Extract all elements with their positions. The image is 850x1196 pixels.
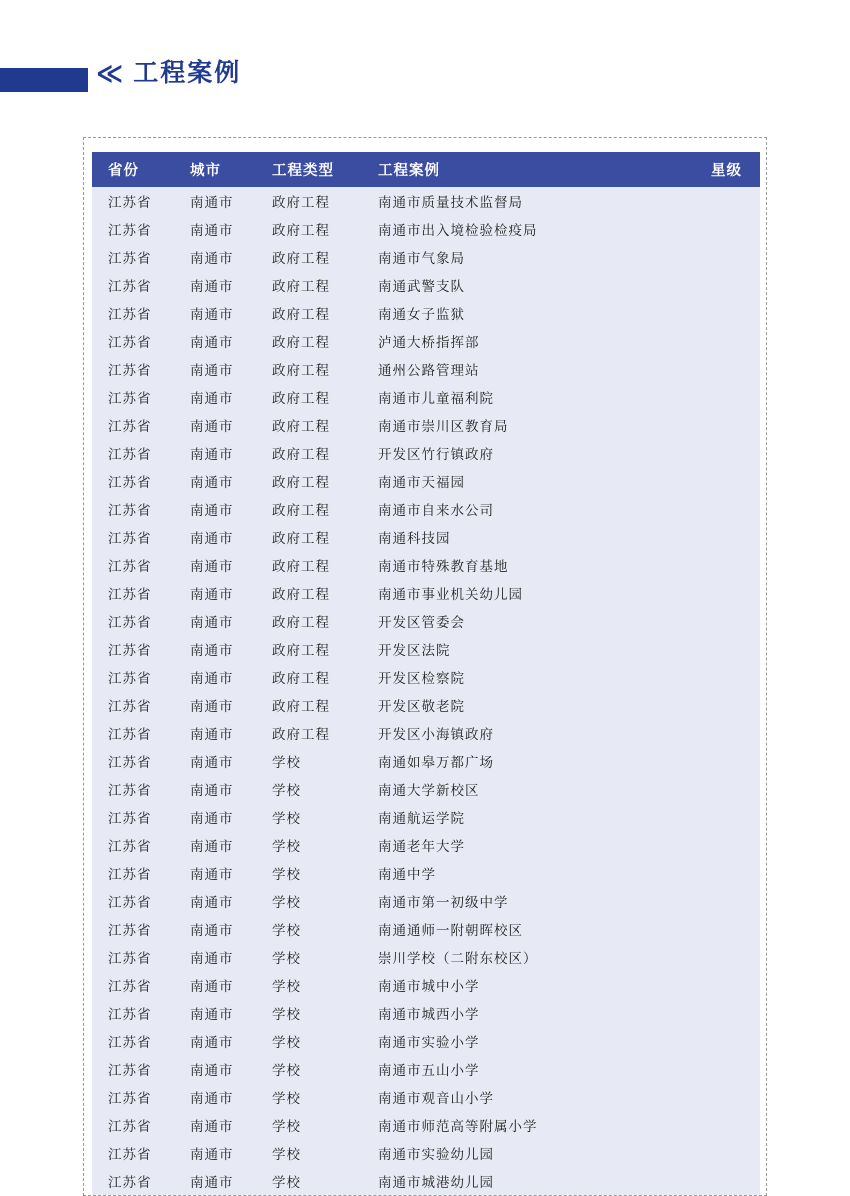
cell-project-case: 南通中学 <box>362 859 692 887</box>
cell-city: 南通市 <box>174 327 256 355</box>
table-row <box>92 579 760 607</box>
cell-province: 江苏省 <box>92 859 174 887</box>
cell-city: 南通市 <box>174 1083 256 1111</box>
cell-city: 南通市 <box>174 383 256 411</box>
table-row <box>92 271 760 299</box>
cell-project-type: 学校 <box>256 831 362 859</box>
cell-project-type: 政府工程 <box>256 383 362 411</box>
cell-project-case: 南通市第一初级中学 <box>362 887 692 915</box>
cell-province: 江苏省 <box>92 411 174 439</box>
cell-star-rating <box>692 355 760 383</box>
cell-project-case: 开发区管委会 <box>362 607 692 635</box>
cell-province: 江苏省 <box>92 635 174 663</box>
table-row <box>92 803 760 831</box>
cell-project-case: 南通老年大学 <box>362 831 692 859</box>
cell-project-type: 学校 <box>256 1027 362 1055</box>
cell-province: 江苏省 <box>92 915 174 943</box>
cell-project-case: 南通市崇川区教育局 <box>362 411 692 439</box>
column-header-star-rating: 星级 <box>692 152 760 187</box>
cell-city: 南通市 <box>174 523 256 551</box>
cell-project-type: 政府工程 <box>256 551 362 579</box>
table-row <box>92 523 760 551</box>
table-row <box>92 299 760 327</box>
cell-star-rating <box>692 299 760 327</box>
table-row <box>92 551 760 579</box>
cell-province: 江苏省 <box>92 355 174 383</box>
cell-star-rating <box>692 691 760 719</box>
column-header-project-type: 工程类型 <box>256 152 362 187</box>
cell-province: 江苏省 <box>92 187 174 215</box>
cell-project-case: 南通市实验幼儿园 <box>362 1139 692 1167</box>
cell-project-type: 学校 <box>256 859 362 887</box>
cell-star-rating <box>692 1139 760 1167</box>
table-row <box>92 999 760 1027</box>
cell-project-case: 南通市自来水公司 <box>362 495 692 523</box>
cell-province: 江苏省 <box>92 1167 174 1195</box>
cell-star-rating <box>692 187 760 215</box>
cell-project-case: 南通科技园 <box>362 523 692 551</box>
cell-project-case: 南通市事业机关幼儿园 <box>362 579 692 607</box>
table-row <box>92 607 760 635</box>
cell-project-case: 南通市儿童福利院 <box>362 383 692 411</box>
cell-province: 江苏省 <box>92 719 174 747</box>
cell-project-type: 政府工程 <box>256 411 362 439</box>
cell-city: 南通市 <box>174 467 256 495</box>
cell-project-case: 南通通师一附朝晖校区 <box>362 915 692 943</box>
cell-project-type: 政府工程 <box>256 719 362 747</box>
column-header-project-case: 工程案例 <box>362 152 692 187</box>
table-row <box>92 831 760 859</box>
cell-city: 南通市 <box>174 859 256 887</box>
cell-project-case: 南通市实验小学 <box>362 1027 692 1055</box>
cell-project-case: 开发区小海镇政府 <box>362 719 692 747</box>
cell-city: 南通市 <box>174 495 256 523</box>
cell-star-rating <box>692 1083 760 1111</box>
cell-star-rating <box>692 551 760 579</box>
cell-project-case: 南通市出入境检验检疫局 <box>362 215 692 243</box>
cell-project-case: 南通市观音山小学 <box>362 1083 692 1111</box>
cell-star-rating <box>692 803 760 831</box>
column-header-city: 城市 <box>174 152 256 187</box>
cell-project-case: 崇川学校（二附东校区） <box>362 943 692 971</box>
cell-star-rating <box>692 719 760 747</box>
cell-star-rating <box>692 243 760 271</box>
cell-province: 江苏省 <box>92 971 174 999</box>
page-header <box>0 0 850 120</box>
cell-project-case: 南通武警支队 <box>362 271 692 299</box>
cell-star-rating <box>692 579 760 607</box>
cell-project-case: 南通市师范高等附属小学 <box>362 1111 692 1139</box>
cell-city: 南通市 <box>174 803 256 831</box>
cell-star-rating <box>692 1027 760 1055</box>
cell-province: 江苏省 <box>92 523 174 551</box>
cell-star-rating <box>692 383 760 411</box>
table-row <box>92 1167 760 1195</box>
cell-province: 江苏省 <box>92 243 174 271</box>
cell-star-rating <box>692 523 760 551</box>
cell-project-type: 政府工程 <box>256 523 362 551</box>
cell-star-rating <box>692 663 760 691</box>
cell-province: 江苏省 <box>92 215 174 243</box>
cell-project-case: 南通市质量技术监督局 <box>362 187 692 215</box>
cell-province: 江苏省 <box>92 691 174 719</box>
cell-province: 江苏省 <box>92 327 174 355</box>
cell-project-type: 学校 <box>256 1083 362 1111</box>
cell-city: 南通市 <box>174 187 256 215</box>
cell-province: 江苏省 <box>92 439 174 467</box>
cell-city: 南通市 <box>174 1111 256 1139</box>
table-row <box>92 1027 760 1055</box>
cell-city: 南通市 <box>174 1027 256 1055</box>
table-row <box>92 243 760 271</box>
cell-project-type: 政府工程 <box>256 243 362 271</box>
cell-province: 江苏省 <box>92 495 174 523</box>
cell-project-case: 南通市天福园 <box>362 467 692 495</box>
cell-province: 江苏省 <box>92 803 174 831</box>
cell-star-rating <box>692 327 760 355</box>
cell-star-rating <box>692 887 760 915</box>
table-row <box>92 859 760 887</box>
cell-city: 南通市 <box>174 243 256 271</box>
table-row <box>92 887 760 915</box>
cell-star-rating <box>692 831 760 859</box>
cell-project-type: 政府工程 <box>256 355 362 383</box>
cell-city: 南通市 <box>174 439 256 467</box>
table-body <box>92 187 760 1195</box>
double-chevron-left-icon: ≪ <box>96 58 122 88</box>
cell-project-type: 学校 <box>256 775 362 803</box>
table-header-row <box>92 152 760 187</box>
cell-province: 江苏省 <box>92 579 174 607</box>
cell-project-type: 学校 <box>256 1139 362 1167</box>
page-title: 工程案例 <box>133 58 242 87</box>
cell-city: 南通市 <box>174 887 256 915</box>
cell-city: 南通市 <box>174 635 256 663</box>
table-row <box>92 635 760 663</box>
table-row <box>92 663 760 691</box>
cell-project-type: 政府工程 <box>256 271 362 299</box>
cell-project-type: 政府工程 <box>256 663 362 691</box>
table-row <box>92 467 760 495</box>
table-row <box>92 1111 760 1139</box>
cell-city: 南通市 <box>174 747 256 775</box>
cell-star-rating <box>692 747 760 775</box>
cell-project-case: 通州公路管理站 <box>362 355 692 383</box>
cell-city: 南通市 <box>174 971 256 999</box>
cell-project-case: 南通大学新校区 <box>362 775 692 803</box>
cell-province: 江苏省 <box>92 467 174 495</box>
header-accent-bar <box>0 68 88 92</box>
cell-project-case: 南通航运学院 <box>362 803 692 831</box>
cell-project-type: 政府工程 <box>256 439 362 467</box>
cell-project-type: 政府工程 <box>256 635 362 663</box>
cell-project-type: 学校 <box>256 747 362 775</box>
table-row <box>92 915 760 943</box>
cell-project-type: 学校 <box>256 915 362 943</box>
cell-province: 江苏省 <box>92 1139 174 1167</box>
table-row <box>92 495 760 523</box>
cell-province: 江苏省 <box>92 1027 174 1055</box>
table-row <box>92 943 760 971</box>
cell-province: 江苏省 <box>92 1111 174 1139</box>
cell-city: 南通市 <box>174 551 256 579</box>
cell-project-type: 学校 <box>256 1055 362 1083</box>
table-row <box>92 215 760 243</box>
cell-project-type: 政府工程 <box>256 467 362 495</box>
table-row <box>92 187 760 215</box>
cell-project-case: 南通市五山小学 <box>362 1055 692 1083</box>
table-row <box>92 691 760 719</box>
cell-city: 南通市 <box>174 1139 256 1167</box>
cell-project-type: 政府工程 <box>256 691 362 719</box>
cell-star-rating <box>692 859 760 887</box>
table-row <box>92 1139 760 1167</box>
cell-province: 江苏省 <box>92 831 174 859</box>
cell-project-case: 开发区法院 <box>362 635 692 663</box>
cell-project-case: 南通如皋万都广场 <box>362 747 692 775</box>
cell-province: 江苏省 <box>92 663 174 691</box>
cell-star-rating <box>692 971 760 999</box>
cell-star-rating <box>692 775 760 803</box>
table-row <box>92 1055 760 1083</box>
cell-city: 南通市 <box>174 943 256 971</box>
cell-star-rating <box>692 607 760 635</box>
cell-province: 江苏省 <box>92 747 174 775</box>
cell-province: 江苏省 <box>92 271 174 299</box>
cell-city: 南通市 <box>174 663 256 691</box>
cell-project-type: 政府工程 <box>256 187 362 215</box>
cell-project-type: 政府工程 <box>256 495 362 523</box>
cell-province: 江苏省 <box>92 551 174 579</box>
cell-province: 江苏省 <box>92 299 174 327</box>
cell-project-case: 南通女子监狱 <box>362 299 692 327</box>
table-row <box>92 411 760 439</box>
cell-city: 南通市 <box>174 831 256 859</box>
table-row <box>92 719 760 747</box>
cell-star-rating <box>692 215 760 243</box>
cell-star-rating <box>692 1167 760 1195</box>
cell-province: 江苏省 <box>92 775 174 803</box>
cell-province: 江苏省 <box>92 999 174 1027</box>
cell-project-type: 政府工程 <box>256 299 362 327</box>
cell-project-case: 南通市城中小学 <box>362 971 692 999</box>
table-row <box>92 439 760 467</box>
table-row <box>92 775 760 803</box>
cell-city: 南通市 <box>174 1167 256 1195</box>
cell-project-type: 政府工程 <box>256 215 362 243</box>
cell-project-type: 政府工程 <box>256 607 362 635</box>
cell-province: 江苏省 <box>92 943 174 971</box>
cell-project-case: 开发区敬老院 <box>362 691 692 719</box>
cell-city: 南通市 <box>174 355 256 383</box>
cell-star-rating <box>692 495 760 523</box>
cell-city: 南通市 <box>174 719 256 747</box>
cell-project-type: 学校 <box>256 803 362 831</box>
cell-province: 江苏省 <box>92 383 174 411</box>
case-table-frame <box>83 137 767 1196</box>
cell-project-type: 学校 <box>256 999 362 1027</box>
cell-project-type: 学校 <box>256 971 362 999</box>
cell-star-rating <box>692 999 760 1027</box>
cell-project-case: 南通市气象局 <box>362 243 692 271</box>
cell-star-rating <box>692 1055 760 1083</box>
cell-star-rating <box>692 635 760 663</box>
cell-province: 江苏省 <box>92 607 174 635</box>
cell-city: 南通市 <box>174 271 256 299</box>
cell-city: 南通市 <box>174 775 256 803</box>
table-row <box>92 971 760 999</box>
cell-star-rating <box>692 271 760 299</box>
cell-city: 南通市 <box>174 1055 256 1083</box>
cell-project-case: 泸通大桥指挥部 <box>362 327 692 355</box>
cell-star-rating <box>692 439 760 467</box>
cell-project-type: 学校 <box>256 1111 362 1139</box>
table-row <box>92 1083 760 1111</box>
cell-city: 南通市 <box>174 999 256 1027</box>
cell-project-case: 开发区竹行镇政府 <box>362 439 692 467</box>
cell-province: 江苏省 <box>92 1083 174 1111</box>
cell-city: 南通市 <box>174 299 256 327</box>
cell-city: 南通市 <box>174 691 256 719</box>
cell-project-case: 南通市城港幼儿园 <box>362 1167 692 1195</box>
cell-province: 江苏省 <box>92 1055 174 1083</box>
cell-province: 江苏省 <box>92 887 174 915</box>
cell-star-rating <box>692 411 760 439</box>
cell-project-case: 南通市城西小学 <box>362 999 692 1027</box>
cell-star-rating <box>692 1111 760 1139</box>
cell-city: 南通市 <box>174 915 256 943</box>
cell-project-type: 政府工程 <box>256 579 362 607</box>
cell-project-type: 学校 <box>256 887 362 915</box>
column-header-province: 省份 <box>92 152 174 187</box>
cell-city: 南通市 <box>174 607 256 635</box>
page-title-group <box>96 60 241 86</box>
table-row <box>92 383 760 411</box>
cell-star-rating <box>692 943 760 971</box>
cell-project-type: 学校 <box>256 1167 362 1195</box>
cell-project-type: 学校 <box>256 943 362 971</box>
cell-city: 南通市 <box>174 411 256 439</box>
cell-project-case: 南通市特殊教育基地 <box>362 551 692 579</box>
cell-project-case: 开发区检察院 <box>362 663 692 691</box>
cell-city: 南通市 <box>174 215 256 243</box>
table-row <box>92 747 760 775</box>
table-row <box>92 355 760 383</box>
cell-star-rating <box>692 467 760 495</box>
table-row <box>92 327 760 355</box>
cell-project-type: 政府工程 <box>256 327 362 355</box>
engineering-case-table <box>92 152 760 1195</box>
cell-star-rating <box>692 915 760 943</box>
cell-city: 南通市 <box>174 579 256 607</box>
